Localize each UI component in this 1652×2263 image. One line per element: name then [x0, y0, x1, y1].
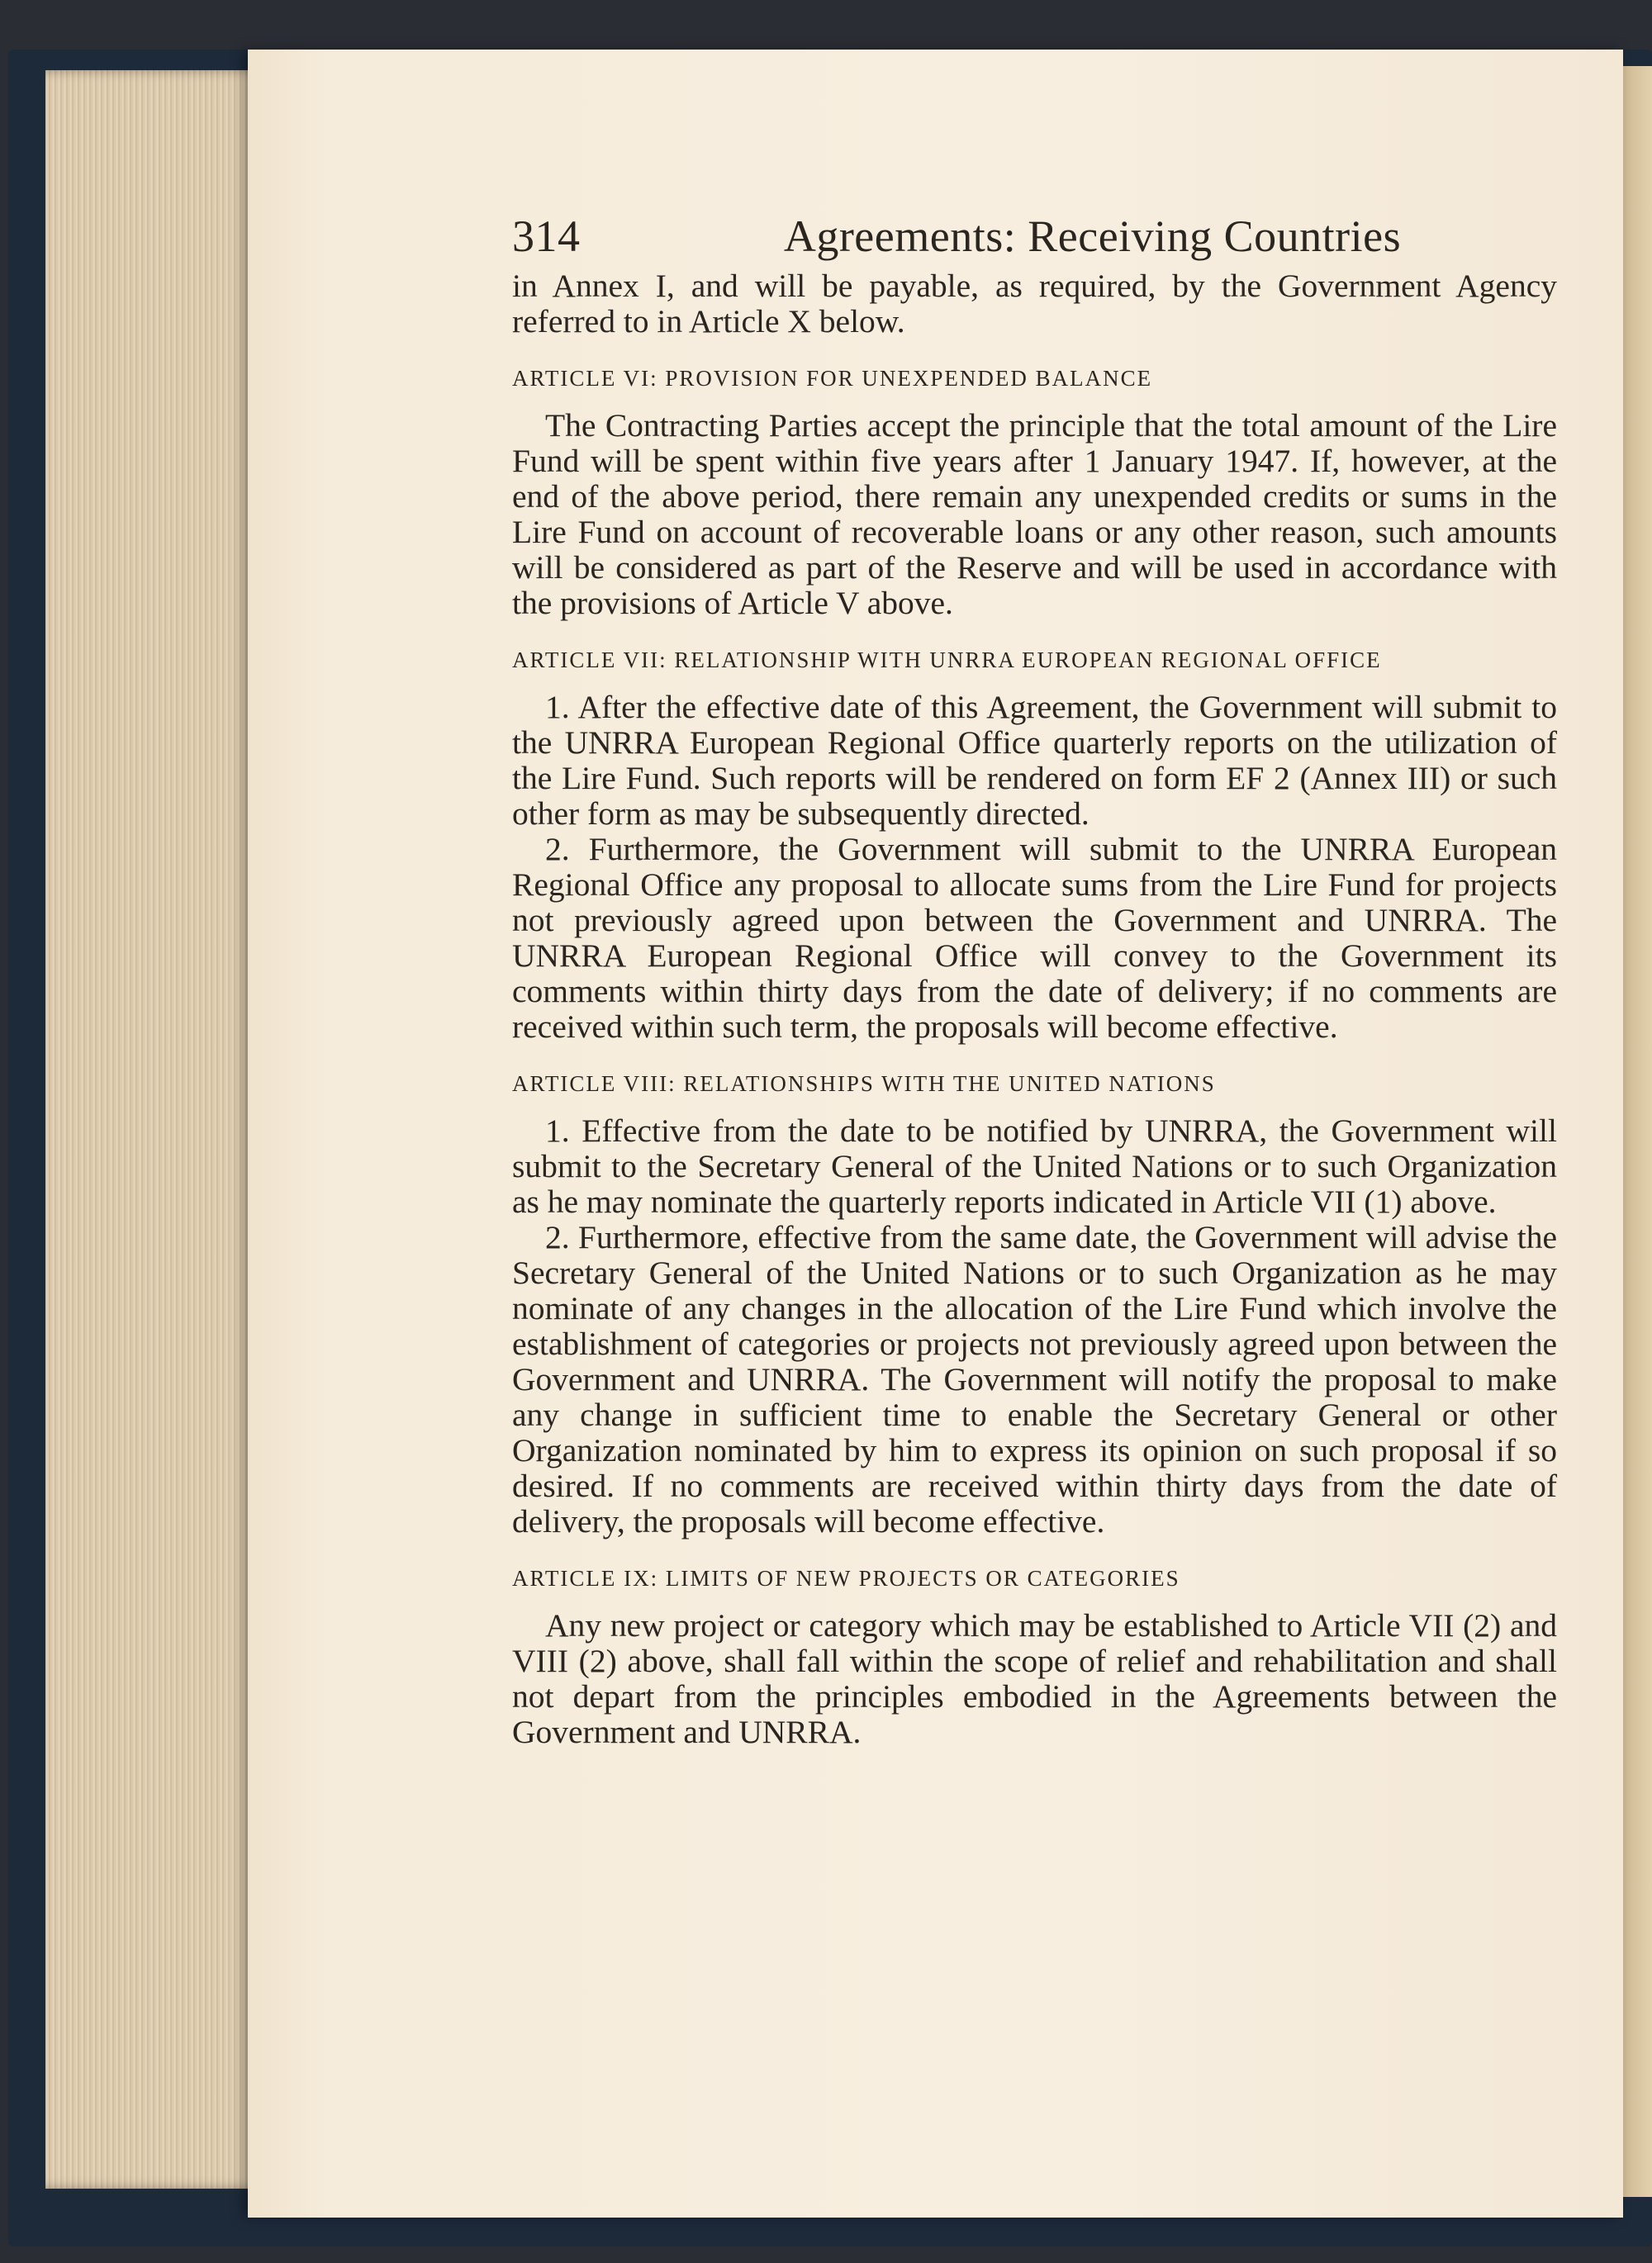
heading-article-vi: ARTICLE VI: PROVISION FOR UNEXPENDED BALANCE: [512, 366, 1153, 391]
text-block: [512, 211, 1557, 1750]
paragraph-article-viii-2: 2. Furthermore, effective from the same date, the Government will advise the Secretary General of the United Nations or to such Organization as he may nominate of any changes in the allocation of the Lire Fund which involve the establishment of categories or projects not previously agreed upon between the Government and UNRRA. The Government will notify the proposal to make any change in sufficient time to enable the Secretary General or other Organization nominated by him to express its opinion on such proposal if so desired. If no comments are received within thirty days from the date of delivery, the proposals will become effective.: [512, 1219, 1557, 1540]
paragraph-article-ix: Any new project or category which may be established to Article VII (2) and VIII (2) above, shall fall within the scope of relief and rehabilitation and shall not depart from the principles embodied in the Agreements between the Government and UNRRA.: [512, 1607, 1557, 1750]
running-head: [512, 211, 1557, 268]
page-edges: [45, 70, 264, 2189]
heading-article-viii: ARTICLE VIII: RELATIONSHIPS WITH THE UNITED NATIONS: [512, 1071, 1216, 1096]
paragraph-article-vi: The Contracting Parties accept the principle that the total amount of the Lire Fund will be spent within five years after 1 January 1947. If, however, at the end of the above period, there remain any unexpended credits or sums in the Lire Fund on account of recoverable loans or any other reason, such amounts will be considered as part of the Reserve and will be used in accordance with the provisions of Article V above.: [512, 407, 1557, 621]
paragraph-article-vii-2: 2. Furthermore, the Government will submit to the UNRRA European Regional Office any proposal to allocate sums from the Lire Fund for projects not previously agreed upon between the Government and UNRRA. The UNRRA European Regional Office will convey to the Government its comments within thirty days from the date of delivery; if no comments are received within such term, the proposals will become effective.: [512, 831, 1557, 1045]
paragraph-continuation: in Annex I, and will be payable, as required, by the Government Agency referred to in Article X below.: [512, 268, 1557, 339]
paragraph-article-vii-1: 1. After the effective date of this Agreement, the Government will submit to the UNRRA European Regional Office quarterly reports on the utilization of the Lire Fund. Such reports will be rendered on form EF 2 (Annex III) or such other form as may be subsequently directed.: [512, 689, 1557, 832]
heading-article-ix: ARTICLE IX: LIMITS OF NEW PROJECTS OR CATEGORIES: [512, 1566, 1180, 1591]
heading-article-vii: ARTICLE VII: RELATIONSHIP WITH UNRRA EUROPEAN REGIONAL OFFICE: [512, 648, 1382, 672]
paragraph-article-viii-1: 1. Effective from the date to be notified by UNRRA, the Government will submit to the Secretary General of the United Nations or to such Organization as he may nominate the quarterly reports indicated in Article VII (1) above.: [512, 1113, 1557, 1220]
running-title: Agreements: Receiving Countries: [783, 211, 1402, 261]
page-number: 314: [512, 211, 581, 261]
